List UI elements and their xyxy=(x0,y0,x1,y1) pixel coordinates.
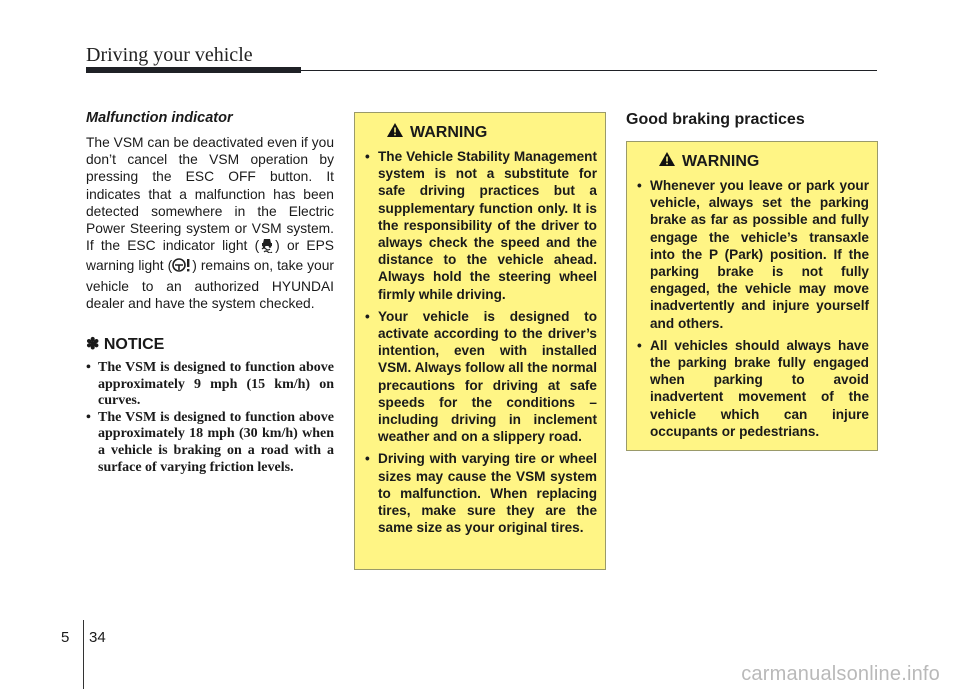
header-title: Driving your vehicle xyxy=(86,44,253,66)
notice-item: • The VSM is designed to function above approximately 18 mph (30 km/h) when a vehicle is braking on a road with a surface of varying friction levels. xyxy=(86,410,334,476)
warning-box-vsm xyxy=(354,112,606,570)
watermark: carmanualsonline.info xyxy=(741,663,940,685)
warning-list xyxy=(637,177,869,440)
warning-item: • All vehicles should always have the parking brake fully engaged when parking to avoid inadvertent movement of the vehicle which can injure occupants or pedestrians. xyxy=(637,337,869,440)
warning-title-text: WARNING xyxy=(410,123,488,141)
section-number: 5 xyxy=(61,629,70,646)
warning-box-parking xyxy=(626,141,878,451)
body-text-1: The VSM can be deactivated even if you don’t cancel the VSM operation by pressing the ESC OFF button. It indicates that a malfunction has been detected somewhere in the Electric Power Steering system or VSM system. If the ESC indicator light ( xyxy=(86,135,334,254)
warning-item: • The Vehicle Stability Management system is not a substitute for safe driving practices but a supplementary function only. It is the responsibility of the driver to always check the speed and the distance to the vehicle ahead. Always hold the steering wheel firmly while driving. xyxy=(365,148,597,303)
warning-item: • Driving with varying tire or wheel sizes may cause the VSM system to malfunction. When replacing tires, make sure they are the same size as your original tires. xyxy=(365,450,597,536)
page-number: 34 xyxy=(89,629,106,646)
warning-title-text: WARNING xyxy=(682,152,760,170)
malfunction-body xyxy=(86,134,334,312)
warning-triangle-icon xyxy=(659,152,675,171)
header-line xyxy=(86,70,877,71)
warning-title xyxy=(637,152,869,171)
left-column xyxy=(86,110,334,476)
body-text-2: ) or EPS warning light ( xyxy=(86,238,334,274)
warning-triangle-icon xyxy=(387,123,403,142)
eps-warning-icon xyxy=(172,257,192,277)
warning-item: • Your vehicle is designed to activate according to the driver’s intention, even with installed VSM. Always follow all the normal precautions for driving at safe speeds for the conditions – including driving in inclement weather and on a slippery road. xyxy=(365,308,597,446)
braking-heading: Good braking practices xyxy=(626,111,805,128)
malfunction-heading: Malfunction indicator xyxy=(86,110,233,126)
notice-item: • The VSM is designed to function above approximately 9 mph (15 km/h) on curves. xyxy=(86,360,334,410)
notice-heading: ✽ NOTICE xyxy=(86,336,165,354)
esc-indicator-icon xyxy=(259,237,275,257)
notice-list xyxy=(86,360,334,476)
body-text-3: ) remains on, take your vehicle to an authorized HYUNDAI dealer and have the system checked. xyxy=(86,258,334,311)
warning-list xyxy=(365,148,597,536)
warning-item: • Whenever you leave or park your vehicle, always set the parking brake as far as possible and fully engage the vehicle’s transaxle into the P (Park) position. If the parking brake is not fully engaged, the vehicle may move inadvertently and injure yourself and others. xyxy=(637,177,869,332)
footer-divider xyxy=(83,620,84,689)
warning-title xyxy=(365,123,597,142)
